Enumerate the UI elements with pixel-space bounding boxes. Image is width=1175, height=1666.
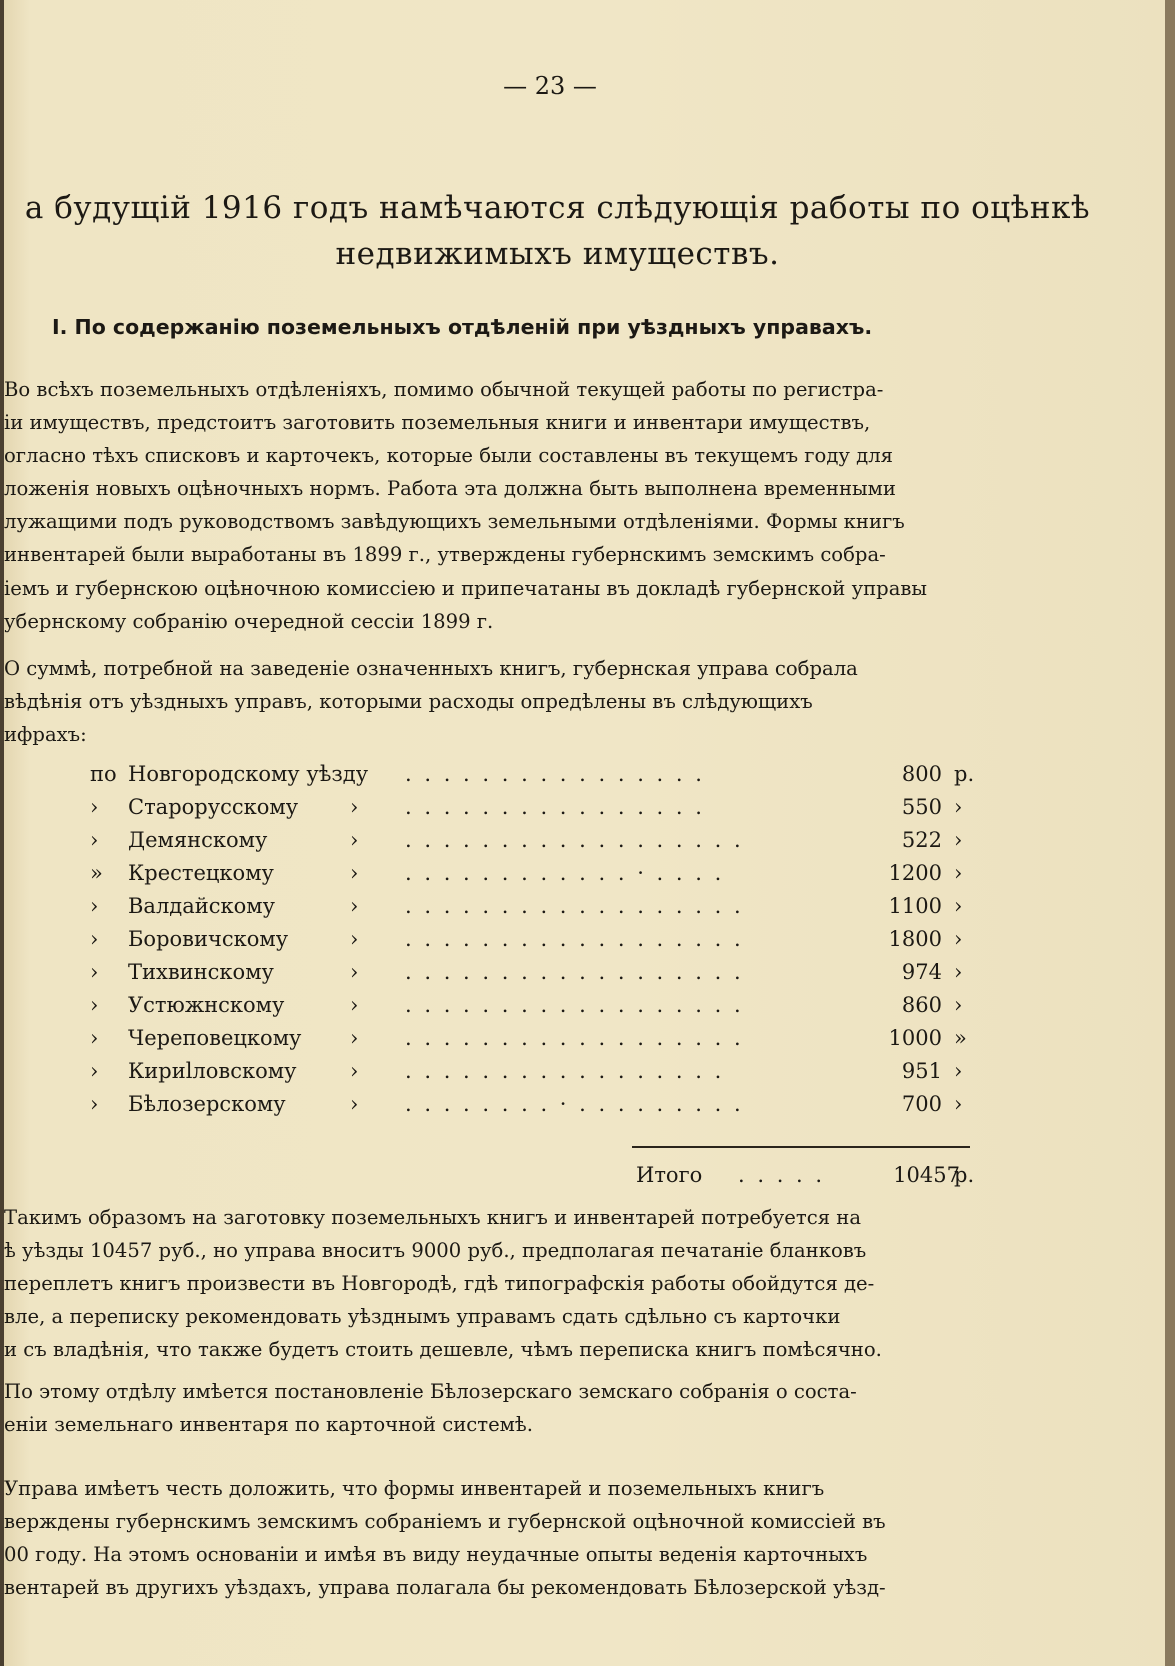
leader-dots: . . . . . . . . . . . . . . . . . .: [405, 828, 744, 852]
row-prefix: »: [90, 861, 103, 885]
leader-dots: . . . . . . . . . . . . . . . . . .: [405, 1026, 744, 1050]
row-prefix: ›: [90, 795, 99, 819]
district-name: Устюжнскому: [128, 993, 285, 1017]
paragraph-board-report: Управа имѣетъ честь доложить, что формы инвентарей и поземельныхъ книгъ верждены губернскимъ земскимъ собраніемъ и губернской оцѣночной комиссіей въ 00 году. На этомъ основаніи и имѣя въ виду неудачные опыты веденія карточныхъ вентарей въ другихъ уѣздахъ, управа полагала бы рекомендовать Бѣлозерской уѣзд-: [4, 1477, 886, 1600]
row-prefix: ›: [90, 993, 99, 1017]
total-value: 10457: [893, 1163, 960, 1187]
ditto-mark: ›: [350, 927, 359, 951]
amount-value: 522: [901, 828, 942, 852]
total-rule-divider: [632, 1146, 970, 1148]
amount-value: 1800: [888, 927, 942, 951]
leader-dots: . . . . . . . . . . . . · . . . .: [405, 861, 725, 885]
page-right-edge: [1165, 0, 1175, 1666]
amount-value: 800: [901, 762, 942, 786]
amount-value: 860: [901, 993, 942, 1017]
paragraph-belozersk-resolution: По этому отдѣлу имѣется постановленіе Бѣлозерскаго земскаго собранія о соста- еніи земельнаго инвентаря по карточной системѣ.: [4, 1380, 857, 1437]
district-name: Бѣлозерскому: [128, 1092, 286, 1116]
row-prefix: ›: [90, 927, 99, 951]
row-prefix: ›: [90, 828, 99, 852]
ditto-mark: ›: [350, 861, 359, 885]
ditto-mark: ›: [350, 894, 359, 918]
currency-unit: ›: [954, 828, 963, 852]
currency-unit: р.: [954, 1163, 975, 1187]
currency-unit: ›: [954, 927, 963, 951]
amount-value: 1000: [888, 1026, 942, 1050]
leader-dots: . . . . . . . . . . . . . . . .: [405, 762, 705, 786]
district-name: Старорусскому: [128, 795, 299, 819]
leader-dots: . . . . . . . . . . . . . . . . .: [405, 1059, 725, 1083]
ditto-mark: ›: [350, 1059, 359, 1083]
amount-value: 1200: [888, 861, 942, 885]
ditto-mark: ›: [350, 795, 359, 819]
page-title: а будущій 1916 годъ намѣчаются слѣдующія работы по оцѣнкѣ недвижимыхъ имуществъ.: [24, 190, 1091, 272]
district-name: Кириlловскому: [128, 1059, 297, 1083]
amount-value: 550: [901, 795, 942, 819]
total-label: Итого: [636, 1163, 703, 1187]
row-prefix: ›: [90, 1026, 99, 1050]
district-name: Череповецкому: [128, 1026, 302, 1050]
paragraph-total-explanation: Такимъ образомъ на заготовку поземельныхъ книгъ и инвентарей потребуется на ѣ уѣзды 10457 руб., но управа вноситъ 9000 руб., предполагая печатаніе бланковъ переплетъ книгъ произвести въ Новгородѣ, гдѣ типографскія работы обойдутся де- вле, а переписку рекомендовать уѣзднымъ управамъ сдать сдѣльно съ карточки и съ владѣнія, что также будетъ стоить дешевле, чѣмъ переписка книгъ помѣсячно.: [4, 1206, 882, 1362]
currency-unit: р.: [954, 762, 975, 786]
row-prefix: ›: [90, 1092, 99, 1116]
district-name: Боровичскому: [128, 927, 289, 951]
ditto-mark: ›: [350, 1092, 359, 1116]
district-name: Демянскому: [128, 828, 268, 852]
leader-dots: . . . . . . . . · . . . . . . . . .: [405, 1092, 744, 1116]
ditto-mark: ›: [350, 828, 359, 852]
total-row: [0, 1163, 1175, 1193]
currency-unit: »: [954, 1026, 967, 1050]
row-prefix: ›: [90, 1059, 99, 1083]
district-name: Валдайскому: [128, 894, 275, 918]
leader-dots: . . . . . . . . . . . . . . . . . .: [405, 927, 744, 951]
paragraph-land-departments: Во всѣхъ поземельныхъ отдѣленіяхъ, помимо обычной текущей работы по регистра- іи имуществъ, предстоитъ заготовить поземельныя книги и инвентари имуществъ, огласно тѣхъ списковъ и карточекъ, которые были составлены въ текущемъ году для ложенія новыхъ оцѣночныхъ нормъ. Работа эта должна быть выполнена временными лужащими подъ руководствомъ завѣдующихъ земельными отдѣленіями. Формы книгъ инвентарей были выработаны въ 1899 г., утверждены губернскимъ земскимъ собра- іемъ и губернскою оцѣночною комиссіею и припечатаны въ докладѣ губернской управы убернскому собранію очередной сессіи 1899 г.: [4, 378, 928, 633]
currency-unit: ›: [954, 1092, 963, 1116]
leader-dots: . . . . . . . . . . . . . . . . . .: [405, 960, 744, 984]
ditto-mark: ›: [350, 993, 359, 1017]
district-name: Крестецкому: [128, 861, 274, 885]
paragraph-expense-intro: О суммѣ, потребной на заведеніе означенныхъ книгъ, губернская управа собрала вѣдѣнія отъ уѣздныхъ управъ, которыми расходы опредѣлены въ слѣдующихъ ифрахъ:: [4, 657, 858, 747]
leader-dots: . . . . . . . . . . . . . . . . . .: [405, 894, 744, 918]
leader-dots: . . . . . . . . . . . . . . . .: [405, 795, 705, 819]
row-prefix: по: [90, 762, 117, 786]
currency-unit: ›: [954, 894, 963, 918]
currency-unit: ›: [954, 960, 963, 984]
row-prefix: ›: [90, 894, 99, 918]
currency-unit: ›: [954, 1059, 963, 1083]
currency-unit: ›: [954, 993, 963, 1017]
row-prefix: ›: [90, 960, 99, 984]
district-name: Новгородскому уѣзду: [128, 762, 369, 786]
leader-dots: . . . . .: [738, 1163, 826, 1187]
page-number: — 23 —: [503, 72, 597, 100]
amount-value: 700: [901, 1092, 942, 1116]
district-name: Тихвинскому: [128, 960, 274, 984]
ditto-mark: ›: [350, 1026, 359, 1050]
section-heading: I. По содержанію поземельныхъ отдѣленій при уѣздныхъ управахъ.: [52, 315, 873, 339]
currency-unit: ›: [954, 861, 963, 885]
amount-value: 1100: [888, 894, 942, 918]
ditto-mark: ›: [350, 960, 359, 984]
currency-unit: ›: [954, 795, 963, 819]
leader-dots: . . . . . . . . . . . . . . . . . .: [405, 993, 744, 1017]
amount-value: 951: [901, 1059, 942, 1083]
amount-value: 974: [901, 960, 942, 984]
